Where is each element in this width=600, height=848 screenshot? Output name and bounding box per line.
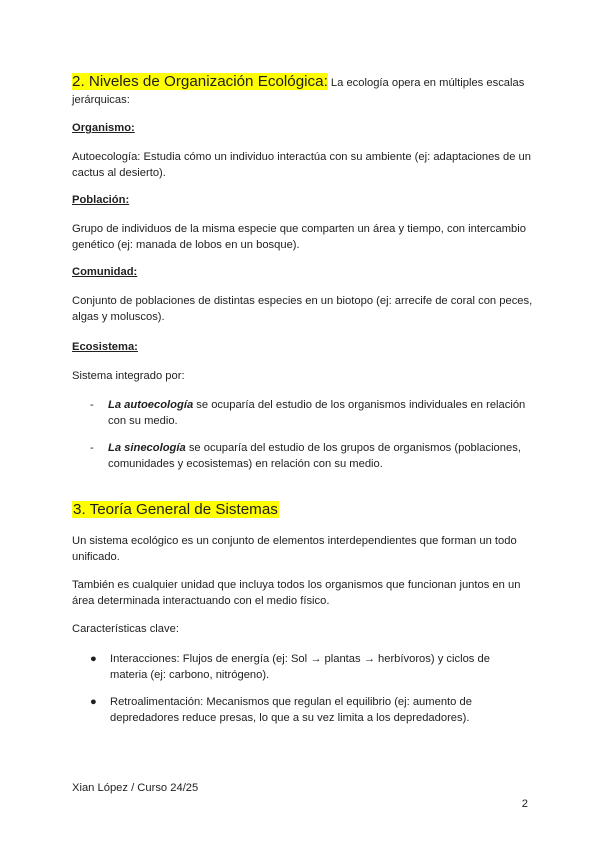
bullet-dot-icon: ●: [90, 653, 97, 665]
section-3-paragraph-2: También es cualquier unidad que incluya todos los organismos que funcionan juntos en un área determinada interactuando con el medio físico.: [72, 579, 521, 607]
list-item-term: La sinecología: [108, 442, 186, 454]
organismo-text: Autoecología: Estudia cómo un individuo interactúa con su ambiente (ej: adaptaciones de un cactus al desierto).: [72, 151, 531, 179]
page-number: 2: [521, 798, 528, 810]
poblacion-text: Grupo de individuos de la misma especie que comparten un área y tiempo, con intercambio genético (ej: manada de lobos en un bosque).: [72, 223, 526, 251]
ecosistema-lead: Sistema integrado por:: [72, 370, 185, 382]
dash-marker: -: [90, 442, 94, 454]
section-3-heading-wrap: [72, 500, 279, 519]
section-3-heading: 3. Teoría General de Sistemas: [73, 501, 278, 518]
comunidad-text: Conjunto de poblaciones de distintas especies en un biotopo (ej: arrecife de coral con peces, algas y moluscos).: [72, 295, 533, 323]
organismo-title: Organismo:: [72, 122, 135, 134]
poblacion-title: Población:: [72, 194, 130, 206]
list-item-text: se ocuparía del estudio de los grupos de organismos (poblaciones, comunidades y ecosistemas) en relación con su medio.: [108, 442, 521, 470]
comunidad-title: Comunidad:: [72, 266, 138, 278]
list-item: [90, 397, 530, 429]
ecosistema-title: Ecosistema:: [72, 341, 138, 353]
list-item-text: Interacciones: Flujos de energía (ej: Sol → plantas → herbívoros) y ciclos de materia (ej: carbono, nitrógeno).: [110, 653, 490, 681]
list-item: [90, 440, 530, 472]
footer-author: Xian López / Curso 24/25: [72, 782, 199, 794]
list-item-term: La autoecología: [108, 399, 194, 411]
list-item: [90, 651, 530, 683]
list-item: [90, 694, 530, 726]
section-2-intro: [72, 73, 542, 109]
dash-marker: -: [90, 399, 94, 411]
caracteristicas-label: Características clave:: [72, 623, 179, 635]
section-2-heading: 2. Niveles de Organización Ecológica:: [72, 73, 328, 90]
list-item-text: se ocuparía del estudio de los organismos individuales en relación con su medio.: [108, 399, 526, 427]
section-2-intro-text: La ecología opera en múltiples escalas jerárquicas:: [72, 77, 525, 106]
section-3-paragraph-1: Un sistema ecológico es un conjunto de elementos interdependientes que forman un todo unificado.: [72, 535, 517, 563]
bullet-dot-icon: ●: [90, 696, 97, 708]
list-item-text: Retroalimentación: Mecanismos que regulan el equilibrio (ej: aumento de depredadores reduce presas, lo que a su vez limita a los depredadores).: [110, 696, 472, 724]
